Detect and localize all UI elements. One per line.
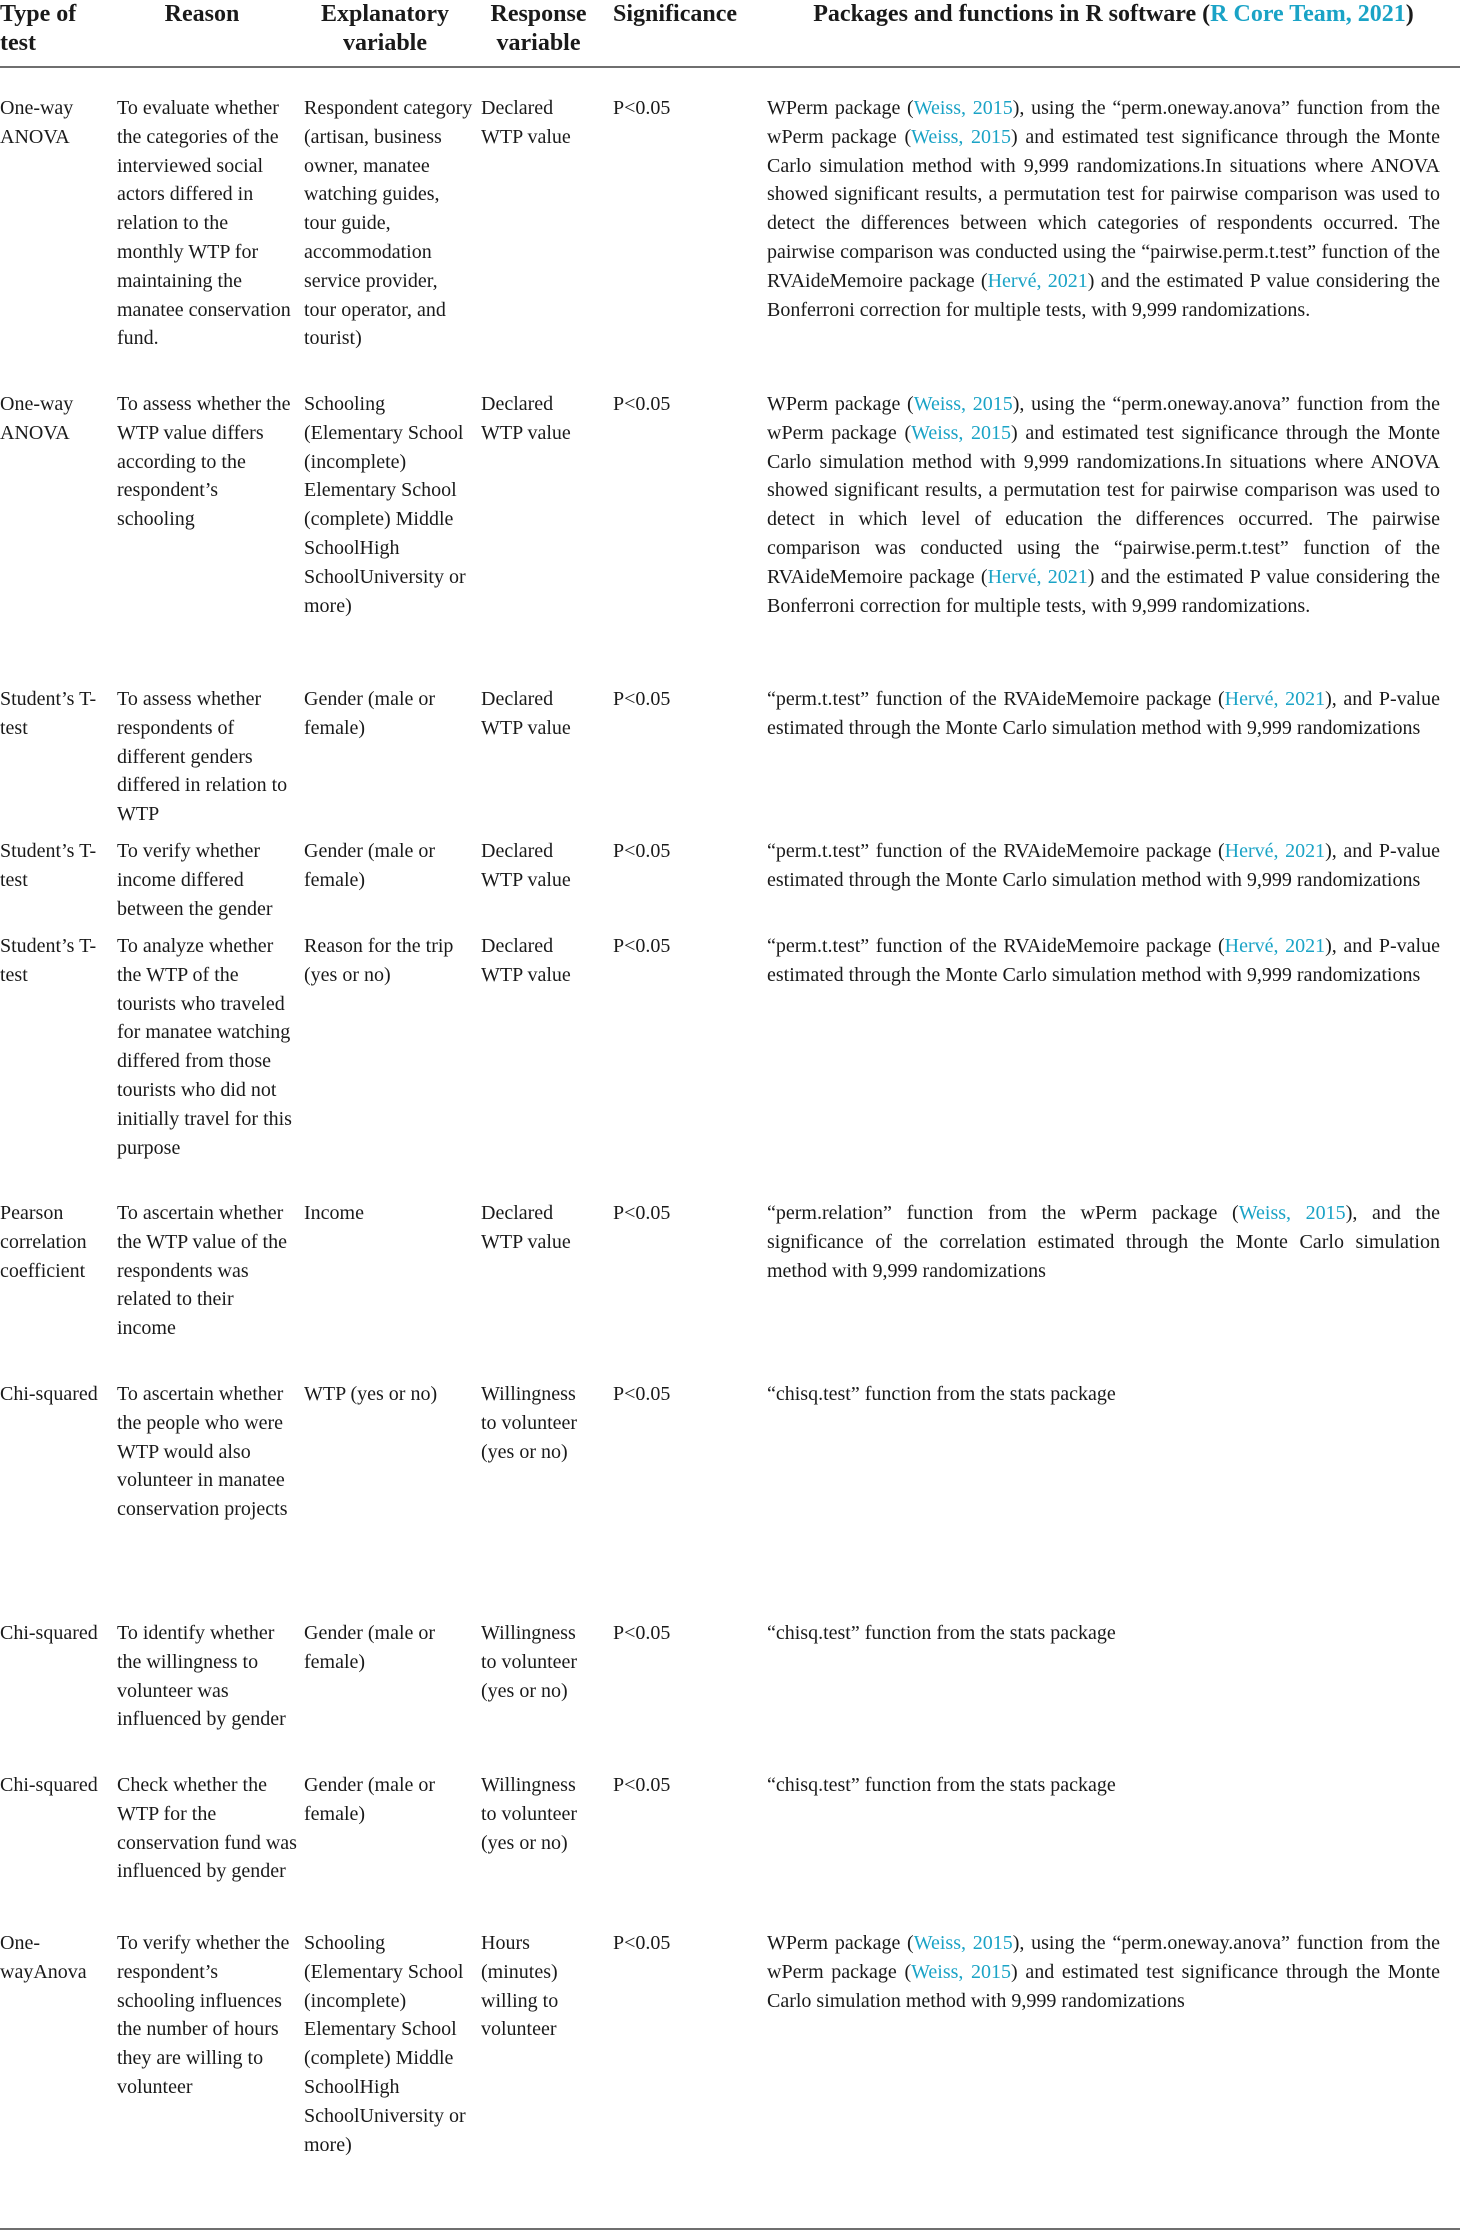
header-rule [0,66,1460,68]
cell-response: Declared WTP value [481,393,571,444]
cell-type: One-way ANOVA [0,393,74,444]
packages-text: “chisq.test” function from the stats package [767,1622,1116,1644]
citation-link[interactable]: Weiss, 2015 [1238,1202,1346,1224]
cell-reason: To assess whether the WTP value differs according to the respondent’s schooling [117,393,291,531]
cell-reason: To ascertain whether the WTP value of the respondents was related to their income [117,1202,287,1340]
cell-packages [767,837,1440,895]
cell-reason: To ascertain whether the people who were WTP would also volunteer in manatee conservation projects [117,1383,288,1521]
citation-link[interactable]: Weiss, 2015 [911,125,1012,148]
cell-response: Declared WTP value [481,688,571,739]
cell-type: One-wayAnova [0,1932,87,1983]
packages-text: ) and estimated test significance through the Monte Carlo simulation method with 9,999 randomizations.In situations where ANOVA showed significant results, a permutation test for pairwise comparison was used to detect the differences between which categories of respondents occurred. The pairwise comparison was conducted using the “pairwise.perm.t.test” function of the RVAideMemoire package ( [767,125,1440,292]
packages-text: ) and estimated test significance through the Monte Carlo simulation method with 9,999 randomizations [767,1960,1440,2012]
header-explanatory-variable: Explanatory variable [320,1,449,56]
packages-text: ), and P-value estimated through the Monte Carlo simulation method with 9,999 randomizations [767,935,1440,986]
cell-significance: P<0.05 [613,393,671,415]
cell-packages [767,932,1440,990]
table-header [0,0,1460,64]
cell-type: Student’s T-test [0,688,97,739]
cell-significance: P<0.05 [613,688,671,710]
cell-explanatory: Gender (male or female) [304,688,436,739]
cell-packages [767,390,1440,620]
packages-text: ), and P-value estimated through the Monte Carlo simulation method with 9,999 randomizations [767,688,1440,739]
citation-link[interactable]: Hervé, 2021 [1224,688,1326,710]
citation-link[interactable]: Hervé, 2021 [1224,840,1326,862]
bottom-rule [0,2228,1460,2230]
packages-text: ), using the “perm.oneway.anova” function from the wPerm package ( [767,97,1440,148]
cell-significance: P<0.05 [613,935,671,957]
packages-text: “perm.t.test” function of the RVAideMemoire package ( [767,840,1225,862]
cell-response: Declared WTP value [481,840,571,891]
cell-reason: To assess whether respondents of different genders differed in relation to WTP [117,688,288,826]
cell-packages [767,685,1440,743]
cell-explanatory: Gender (male or female) [304,840,436,891]
packages-text: ), and the significance of the correlation estimated through the Monte Carlo simulation method with 9,999 randomizations [767,1202,1440,1282]
cell-reason: To verify whether the respondent’s schooling influences the number of hours they are willing to volunteer [117,1932,290,2098]
citation-link[interactable]: Hervé, 2021 [1224,935,1326,957]
cell-type: Student’s T-test [0,935,97,986]
packages-text: “chisq.test” function from the stats package [767,1383,1116,1405]
citation-link[interactable]: Weiss, 2015 [913,1932,1013,1954]
cell-type: One-way ANOVA [0,97,74,148]
cell-reason: To identify whether the willingness to volunteer was influenced by gender [117,1622,286,1731]
header-response-variable: Response variable [490,1,587,56]
cell-explanatory: Income [304,1202,364,1224]
cell-significance: P<0.05 [613,1202,671,1224]
cell-response: Willingness to volunteer (yes or no) [481,1383,578,1463]
packages-text: “perm.t.test” function of the RVAideMemoire package ( [767,688,1225,710]
cell-packages [767,1929,1440,2015]
cell-response: Declared WTP value [481,1202,571,1253]
cell-significance: P<0.05 [613,840,671,862]
cell-explanatory: Schooling (Elementary School (incomplete) Elementary School (complete) Middle SchoolHigh SchoolUniversity or more) [304,1932,466,2156]
cell-significance: P<0.05 [613,1383,671,1405]
citation-link[interactable]: Weiss, 2015 [913,97,1013,119]
citation-link[interactable]: Hervé, 2021 [987,565,1088,588]
packages-text: WPerm package ( [767,393,914,415]
cell-type: Pearson correlation coefficient [0,1202,87,1282]
cell-explanatory: Gender (male or female) [304,1622,436,1673]
packages-text: “perm.relation” function from the wPerm package ( [767,1202,1239,1224]
cell-packages [767,1199,1440,1285]
cell-type: Student’s T-test [0,840,97,891]
packages-text: ) and the estimated P value considering the Bonferroni correction for multiple tests, with 9,999 randomizations. [767,565,1440,617]
packages-text: “chisq.test” function from the stats package [767,1774,1116,1796]
cell-explanatory: Respondent category (artisan, business owner, manatee watching guides, tour guide, accommodation service provider, tour operator, and tourist) [304,97,473,350]
packages-text: ) and the estimated P value considering the Bonferroni correction for multiple tests, with 9,999 randomizations. [767,269,1440,321]
packages-text: “perm.t.test” function of the RVAideMemoire package ( [767,935,1225,957]
cell-explanatory: Gender (male or female) [304,1774,436,1825]
packages-text: ), using the “perm.oneway.anova” function from the wPerm package ( [767,393,1440,444]
header-type-of-test: Type of test [0,1,77,56]
packages-text: WPerm package ( [767,1932,914,1954]
cell-reason: To verify whether income differed between the gender [117,840,273,920]
packages-text: ), and P-value estimated through the Monte Carlo simulation method with 9,999 randomizations [767,840,1440,891]
cell-explanatory: Reason for the trip (yes or no) [304,935,454,986]
header-packages-citation-link[interactable]: R Core Team, 2021 [1210,1,1406,27]
packages-text: ) and estimated test significance through the Monte Carlo simulation method with 9,999 randomizations.In situations where ANOVA showed significant results, a permutation test for pairwise comparison was used to detect in which level of education the differences occurred. The pairwise comparison was conducted using the “pairwise.perm.t.test” function of the RVAideMemoire package ( [767,421,1440,588]
header-reason: Reason [164,1,240,27]
cell-response: Hours (minutes) willing to volunteer [481,1932,559,2041]
packages-text: ), using the “perm.oneway.anova” function from the wPerm package ( [767,1932,1440,1983]
header-packages-prefix: Packages and functions in R software ( [813,1,1211,27]
cell-response: Willingness to volunteer (yes or no) [481,1622,578,1702]
cell-packages [767,1771,1440,1800]
packages-text: WPerm package ( [767,97,914,119]
header-packages-suffix: ) [1405,1,1414,27]
cell-significance: P<0.05 [613,1774,671,1796]
cell-reason: To analyze whether the WTP of the tourists who traveled for manatee watching differed from those tourists who did not initially travel for this purpose [117,935,292,1159]
cell-reason: To evaluate whether the categories of the interviewed social actors differed in relation to the monthly WTP for maintaining the manatee conservation fund. [117,97,291,350]
cell-type: Chi-squared [0,1774,98,1796]
header-packages [767,0,1460,29]
cell-explanatory: Schooling (Elementary School (incomplete) Elementary School (complete) Middle SchoolHigh SchoolUniversity or more) [304,393,466,617]
cell-packages [767,1380,1440,1409]
cell-packages [767,1619,1440,1648]
cell-response: Declared WTP value [481,97,571,148]
citation-link[interactable]: Weiss, 2015 [913,393,1013,415]
citation-link[interactable]: Weiss, 2015 [911,421,1012,444]
cell-reason: Check whether the WTP for the conservation fund was influenced by gender [117,1774,297,1883]
header-significance: Significance [613,1,737,27]
cell-significance: P<0.05 [613,97,671,119]
cell-type: Chi-squared [0,1383,98,1405]
citation-link[interactable]: Weiss, 2015 [911,1960,1012,1983]
cell-response: Willingness to volunteer (yes or no) [481,1774,578,1854]
cell-packages [767,94,1440,324]
cell-significance: P<0.05 [613,1932,671,1954]
cell-explanatory: WTP (yes or no) [304,1383,438,1405]
cell-type: Chi-squared [0,1622,98,1644]
cell-response: Declared WTP value [481,935,571,986]
citation-link[interactable]: Hervé, 2021 [987,269,1088,292]
cell-significance: P<0.05 [613,1622,671,1644]
